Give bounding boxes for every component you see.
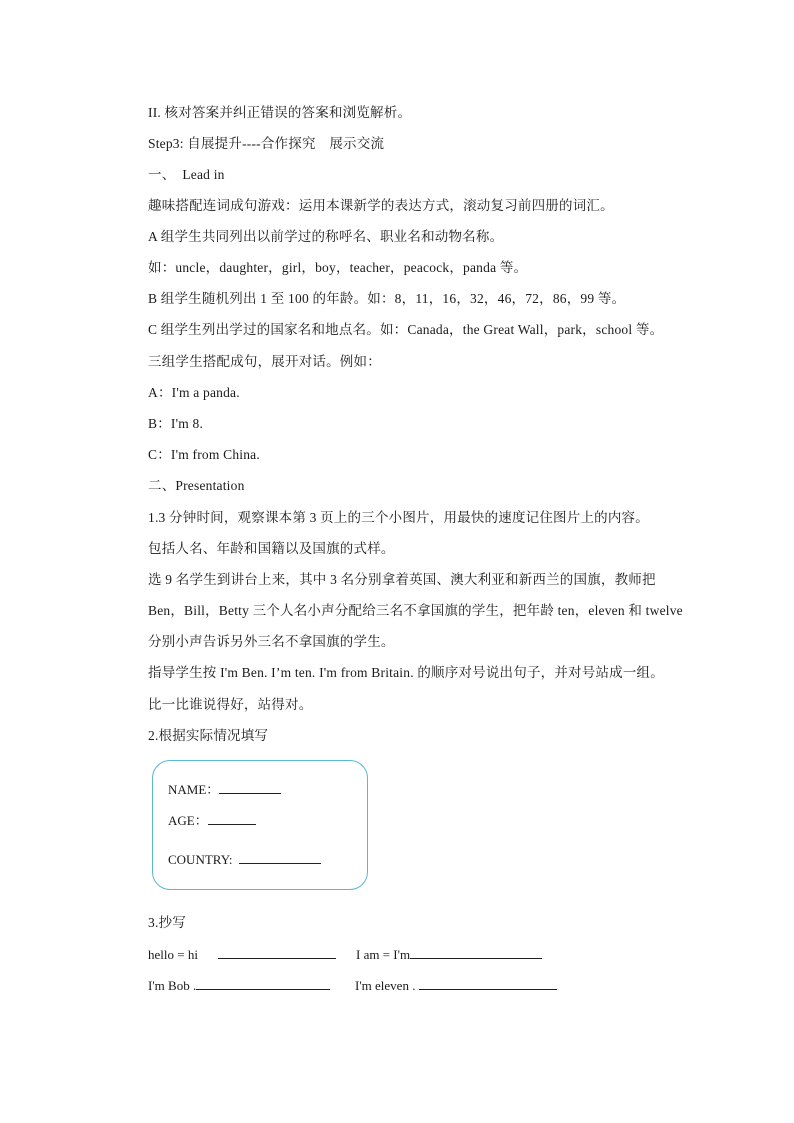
copy-item-eleven: I'm eleven . bbox=[355, 977, 557, 994]
copy-blank-i-am[interactable] bbox=[410, 946, 542, 959]
country-label: COUNTRY: bbox=[168, 852, 233, 867]
step3-heading: Step3: 自展提升----合作探究 展示交流 bbox=[148, 136, 385, 151]
observation-instruction: 1.3 分钟时间，观察课本第 3 页上的三个小图片，用最快的速度记住图片上的内容。 bbox=[148, 510, 649, 525]
group-b-instruction: B 组学生随机列出 1 至 100 的年龄。如：8，11，16，32，46，72，86，99 等。 bbox=[148, 291, 626, 306]
group-a-instruction: A 组学生共同列出以前学过的称呼名、职业名和动物名称。 bbox=[148, 229, 504, 244]
review-instruction: II. 核对答案并纠正错误的答案和浏览解析。 bbox=[148, 105, 412, 120]
activity-compare: 比一比谁说得好，站得对。 bbox=[148, 697, 313, 712]
dialogue-intro: 三组学生搭配成句，展开对话。例如： bbox=[148, 354, 381, 369]
age-blank[interactable] bbox=[208, 812, 256, 825]
copy-row-2 bbox=[148, 977, 588, 997]
lead-in-heading: 一、 Lead in bbox=[148, 167, 225, 182]
group-c-instruction: C 组学生列出学过的国家名和地点名。如：Canada，the Great Wall，park，school 等。 bbox=[148, 322, 664, 337]
age-label: AGE： bbox=[168, 813, 208, 828]
activity-setup-1: 选 9 名学生到讲台上来，其中 3 名分别拿着英国、澳大利亚和新西兰的国旗，教师把 bbox=[148, 572, 656, 587]
dialogue-line-b: B：I'm 8. bbox=[148, 416, 204, 431]
dialogue-line-a: A：I'm a panda. bbox=[148, 385, 240, 400]
personal-info-box bbox=[152, 760, 368, 890]
dialogue-line-c: C：I'm from China. bbox=[148, 447, 260, 462]
name-field[interactable] bbox=[168, 779, 281, 798]
game-description: 趣味搭配连词成句游戏：运用本课新学的表达方式，滚动复习前四册的词汇。 bbox=[148, 198, 614, 213]
country-blank[interactable] bbox=[239, 851, 321, 864]
activity-setup-3: 分别小声告诉另外三名不拿国旗的学生。 bbox=[148, 634, 395, 649]
presentation-heading: 二、Presentation bbox=[148, 478, 245, 493]
copy-item-hello: hello = hi bbox=[148, 946, 336, 963]
observation-detail: 包括人名、年龄和国籍以及国旗的式样。 bbox=[148, 541, 395, 556]
group-a-example: 如：uncle，daughter，girl，boy，teacher，peacock，panda 等。 bbox=[148, 260, 528, 275]
name-blank[interactable] bbox=[219, 781, 281, 794]
fill-in-heading: 2.根据实际情况填写 bbox=[148, 728, 269, 743]
activity-setup-2: Ben，Bill，Betty 三个人名小声分配给三名不拿国旗的学生，把年龄 ten，eleven 和 twelve bbox=[148, 603, 683, 618]
copy-row-1 bbox=[148, 946, 588, 966]
copy-item-bob: I'm Bob . bbox=[148, 977, 330, 994]
age-field[interactable] bbox=[168, 810, 256, 829]
copy-blank-eleven[interactable] bbox=[419, 977, 557, 990]
copy-item-i-am: I am = I'm bbox=[356, 946, 542, 963]
name-label: NAME： bbox=[168, 782, 220, 797]
copy-blank-hello[interactable] bbox=[218, 946, 336, 959]
country-field[interactable] bbox=[168, 851, 321, 868]
copy-blank-bob[interactable] bbox=[196, 977, 330, 990]
copy-heading: 3.抄写 bbox=[148, 915, 186, 930]
activity-guide: 指导学生按 I'm Ben. I’m ten. I'm from Britain. 的顺序对号说出句子，并对号站成一组。 bbox=[148, 665, 664, 680]
